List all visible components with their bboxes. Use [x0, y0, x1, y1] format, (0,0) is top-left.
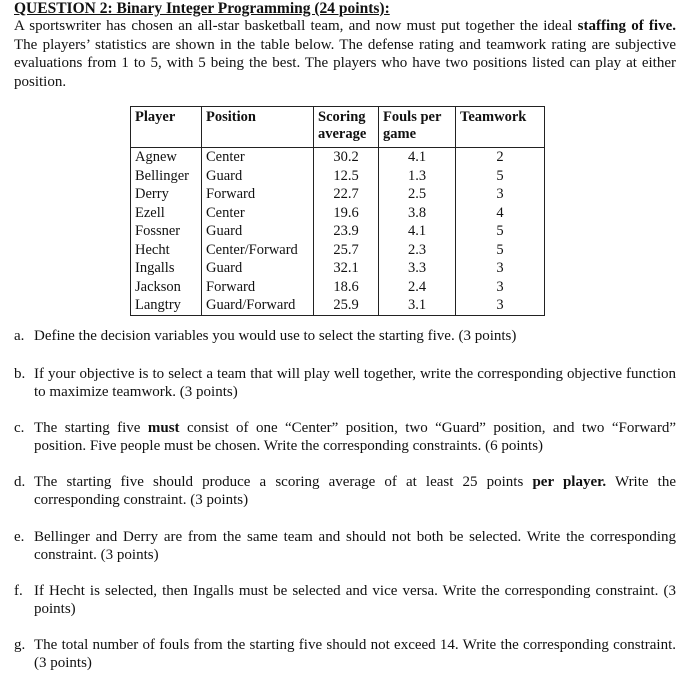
- table-row: [131, 222, 545, 241]
- cell-teamwork: 4: [456, 204, 545, 223]
- header-position: Position: [202, 107, 314, 148]
- table-row: [131, 259, 545, 278]
- question-letter: e.: [14, 529, 25, 545]
- question-text-post: consist of one “Center” position, two “Guard” position, and two “Forward” position. Five people must be chosen. Write the corresponding constraints. (6 points): [34, 420, 676, 454]
- cell-teamwork: 5: [456, 167, 545, 186]
- question-letter: b.: [14, 366, 26, 382]
- question-text: Define the decision variables you would use to select the starting five. (3 points): [34, 328, 517, 344]
- cell-fouls: 2.4: [379, 278, 456, 297]
- cell-player: Langtry: [131, 296, 202, 315]
- cell-scoring: 32.1: [314, 259, 379, 278]
- cell-scoring: 12.5: [314, 167, 379, 186]
- cell-player: Hecht: [131, 241, 202, 260]
- cell-fouls: 2.3: [379, 241, 456, 260]
- header-scoring: [314, 107, 379, 148]
- table-row: [131, 148, 545, 167]
- cell-position: Center/Forward: [202, 241, 314, 260]
- cell-teamwork: 3: [456, 278, 545, 297]
- cell-teamwork: 2: [456, 148, 545, 167]
- question-text: [34, 473, 676, 509]
- question-text-post: Write the corresponding constraint. (3 points): [34, 474, 676, 508]
- header-fouls-line1: Fouls per: [383, 109, 442, 125]
- table-row: [131, 296, 545, 315]
- cell-teamwork: 5: [456, 241, 545, 260]
- question-text-bold: must: [147, 420, 180, 436]
- cell-scoring: 23.9: [314, 222, 379, 241]
- header-teamwork: Teamwork: [456, 107, 545, 148]
- question-letter: c.: [14, 420, 25, 436]
- question-heading: QUESTION 2: Binary Integer Programming (24 points):: [14, 0, 390, 17]
- cell-player: Bellinger: [131, 167, 202, 186]
- cell-position: Guard/Forward: [202, 296, 314, 315]
- header-scoring-line1: Scoring: [318, 109, 366, 125]
- cell-scoring: 25.9: [314, 296, 379, 315]
- cell-player: Derry: [131, 185, 202, 204]
- question-text: If Hecht is selected, then Ingalls must be selected and vice versa. Write the corresponding constraint. (3 points): [34, 583, 676, 617]
- question-b: [14, 365, 676, 401]
- question-g: [14, 636, 676, 672]
- table-row: [131, 167, 545, 186]
- question-e: [14, 528, 676, 564]
- cell-position: Center: [202, 204, 314, 223]
- question-text: [34, 419, 676, 455]
- header-fouls: [379, 107, 456, 148]
- cell-position: Forward: [202, 278, 314, 297]
- table-header-row: [131, 107, 545, 148]
- question-letter: a.: [14, 328, 25, 344]
- table-row: [131, 241, 545, 260]
- cell-fouls: 4.1: [379, 148, 456, 167]
- table-row: [131, 204, 545, 223]
- cell-teamwork: 5: [456, 222, 545, 241]
- question-letter: d.: [14, 474, 26, 490]
- table-row: [131, 185, 545, 204]
- cell-scoring: 22.7: [314, 185, 379, 204]
- cell-teamwork: 3: [456, 185, 545, 204]
- question-a: [14, 327, 676, 345]
- intro-paragraph: [14, 17, 676, 91]
- header-player: Player: [131, 107, 202, 148]
- question-text-pre: The starting five: [34, 420, 148, 436]
- question-d: [14, 473, 676, 509]
- question-text-pre: The starting five should produce a scoring average of at least 25 points: [34, 474, 533, 490]
- question-text-bold: per player.: [532, 474, 607, 490]
- cell-fouls: 3.1: [379, 296, 456, 315]
- cell-position: Guard: [202, 259, 314, 278]
- question-text: The total number of fouls from the starting five should not exceed 14. Write the corresponding constraint. (3 points): [34, 637, 676, 671]
- cell-fouls: 2.5: [379, 185, 456, 204]
- question-text: If your objective is to select a team that will play well together, write the corresponding objective function to maximize teamwork. (3 points): [34, 366, 676, 400]
- cell-fouls: 4.1: [379, 222, 456, 241]
- header-fouls-line2: game: [383, 125, 417, 142]
- cell-fouls: 3.8: [379, 204, 456, 223]
- header-scoring-line2: average: [318, 125, 367, 142]
- question-text: Bellinger and Derry are from the same team and should not both be selected. Write the corresponding constraint. (3 points): [34, 529, 676, 563]
- table-row: [131, 278, 545, 297]
- cell-fouls: 1.3: [379, 167, 456, 186]
- cell-fouls: 3.3: [379, 259, 456, 278]
- cell-scoring: 30.2: [314, 148, 379, 167]
- question-c: [14, 419, 676, 455]
- cell-position: Guard: [202, 222, 314, 241]
- intro-text-1: A sportswriter has chosen an all-star basketball team, and now must put together the ideal: [14, 18, 578, 34]
- cell-scoring: 18.6: [314, 278, 379, 297]
- intro-bold-text: staffing of five.: [577, 18, 676, 34]
- question-f: [14, 582, 676, 618]
- cell-position: Center: [202, 148, 314, 167]
- cell-player: Fossner: [131, 222, 202, 241]
- cell-teamwork: 3: [456, 259, 545, 278]
- cell-teamwork: 3: [456, 296, 545, 315]
- intro-text-2: The players’ statistics are shown in the table below. The defense rating and teamwork rating are subjective evaluations from 1 to 5, with 5 being the best. The players who have two positions listed can play at either position.: [14, 36, 676, 90]
- cell-player: Agnew: [131, 148, 202, 167]
- player-stats-table: [130, 106, 545, 316]
- cell-player: Ingalls: [131, 259, 202, 278]
- cell-player: Jackson: [131, 278, 202, 297]
- cell-player: Ezell: [131, 204, 202, 223]
- cell-scoring: 19.6: [314, 204, 379, 223]
- cell-scoring: 25.7: [314, 241, 379, 260]
- cell-position: Forward: [202, 185, 314, 204]
- question-letter: g.: [14, 637, 26, 653]
- cell-position: Guard: [202, 167, 314, 186]
- question-letter: f.: [14, 583, 23, 599]
